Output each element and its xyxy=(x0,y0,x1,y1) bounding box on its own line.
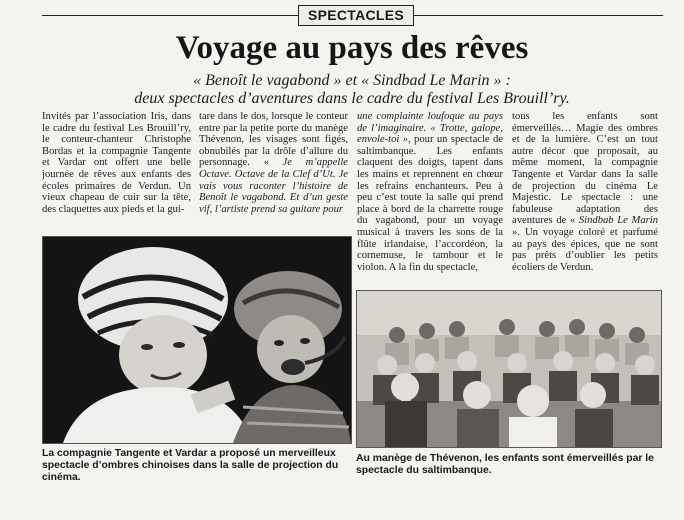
photo-caption-left: La compagnie Tangente et Vardar a proposé un merveilleux spectacle d’ombres chinoises dans la salle de projection du cinéma. xyxy=(42,448,339,483)
deck-line-2: deux spectacles d’aventures dans le cadre du festival Les Brouill’ry. xyxy=(134,90,570,107)
article-column-2 xyxy=(199,111,348,243)
rubric-rule-left xyxy=(42,15,298,16)
photo-caption-right: Au manège de Thévenon, les enfants sont émerveillés par le spectacle du saltimbanque. xyxy=(356,453,654,476)
article-column-3 xyxy=(357,111,503,289)
column-2-text: tare dans le dos, lorsque le conteur entre par la petite porte du manège Thévenon, les visages sont figés, obnubilés par la drôle d’allure du personnage. « xyxy=(199,111,348,169)
column-1-text: Invités par l’association Iris, dans le cadre du festival Les Brouill’ry, le conteur-chanteur Christophe Bordas et la compagnie Tangente et Vardar ont offert une belle journée de rêves aux enfants des écoles primaires de Verdun. Un vieux chapeau de cuir sur la tête, des claquettes aux pieds et la gui- xyxy=(42,111,191,215)
column-4-text-end: ». Un voyage coloré et parfumé au pays des épices, que ne sont pas prêts d’oublier les petits écoliers de Verdun. xyxy=(512,226,658,273)
rubric-rule-right xyxy=(413,15,663,16)
column-4-title: Sindbab Le Marin xyxy=(578,215,658,227)
children-illustration xyxy=(357,291,661,447)
column-2-quote: Je m’appelle Octave. Octave de la Clef d’Ut. Je vais vous raconter l’histoire de Benoît le vagabond. Et d’un geste vif, l’artiste prend sa guitare pour xyxy=(199,157,348,215)
headline: Voyage au pays des rêves xyxy=(175,30,529,66)
photo-performers xyxy=(42,236,352,444)
column-3-quote: une complainte loufoque au pays de l’imaginaire. « Trotte, galope, envole-toi », xyxy=(357,111,503,146)
article-column-4 xyxy=(512,111,658,289)
deck-line-1: « Benoît le vagabond » et « Sindbad Le Marin » : xyxy=(193,72,511,89)
article-column-1 xyxy=(42,111,191,243)
column-4-text: tous les enfants sont émerveillés… Magie des ombres et de la lumière. C’est un tout autre décor que proposait, au même moment, la compagnie Tangente et Vardar dans la salle de projection du cinéma Le Majestic. Le spectacle : une fabuleuse adaptation des aventures de « xyxy=(512,111,658,227)
column-3-text: pour un spectacle de saltimbanque. Les enfants claquent des doigts, tapent dans les mains et reprennent en chœur les refrains enchanteurs. Peu à peu c’est toute la salle qui prend place à bord de la charrette rouge du vagabond, pour un voyage musical à travers les sons de la flûte irlandaise, l’accordéon, la cornemuse, le tambour et le violon. A la fin du spectacle, xyxy=(357,134,503,273)
column-2-paragraph xyxy=(199,111,348,215)
performers-illustration xyxy=(43,237,351,443)
deck xyxy=(42,72,662,108)
section-rubric: SPECTACLES xyxy=(298,5,414,26)
column-4-paragraph xyxy=(512,111,658,273)
photo-children xyxy=(356,290,662,448)
column-3-paragraph xyxy=(357,111,503,273)
